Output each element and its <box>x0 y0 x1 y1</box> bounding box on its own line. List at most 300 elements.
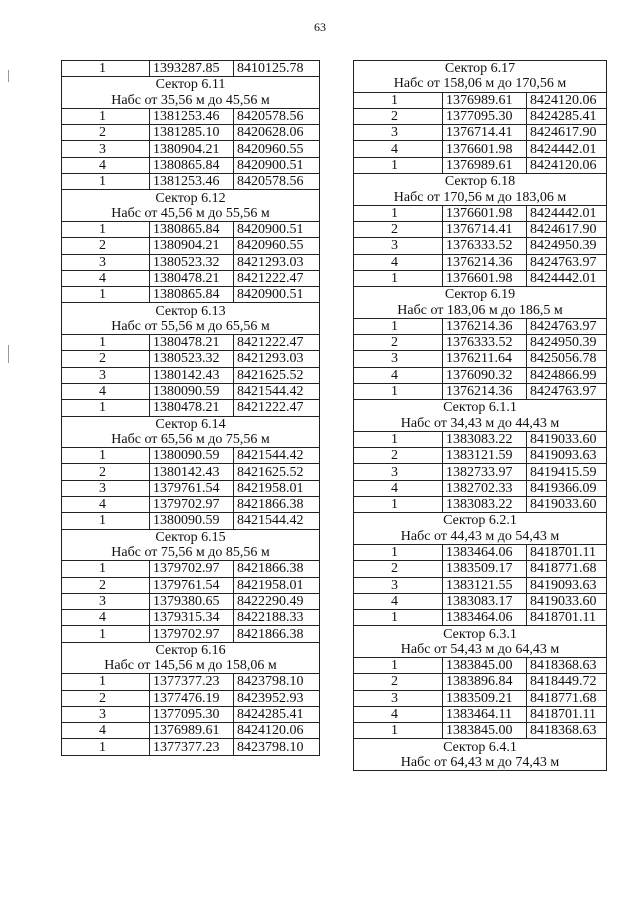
table-row <box>62 174 320 190</box>
coordinate-y: 8421544.42 <box>234 383 320 399</box>
sector-height-range: Набс от 145,56 м до 158,06 м <box>62 658 320 674</box>
coordinate-x: 1383121.59 <box>443 448 527 464</box>
coordinate-x: 1383509.17 <box>443 561 527 577</box>
point-number: 4 <box>354 706 443 722</box>
coordinate-x: 1379702.97 <box>150 626 234 642</box>
coordinate-y: 8424763.97 <box>527 383 607 399</box>
coordinate-y: 8424617.90 <box>527 125 607 141</box>
sector-title: Сектор 6.18 <box>354 174 607 190</box>
table-row <box>62 464 320 480</box>
point-number: 1 <box>354 318 443 334</box>
coordinate-y: 8421544.42 <box>234 448 320 464</box>
point-number: 2 <box>62 464 150 480</box>
coordinate-y: 8418368.63 <box>527 723 607 739</box>
coordinate-x: 1383464.06 <box>443 544 527 560</box>
coordinate-y: 8420578.56 <box>234 108 320 124</box>
table-row <box>354 254 607 270</box>
table-row <box>354 351 607 367</box>
coordinate-y: 8420960.55 <box>234 141 320 157</box>
table-row <box>354 561 607 577</box>
coordinate-y: 8418771.68 <box>527 690 607 706</box>
sector-title: Сектор 6.19 <box>354 287 607 303</box>
sector-range-row <box>62 319 320 335</box>
coordinate-y: 8419033.60 <box>527 593 607 609</box>
coordinate-x: 1380523.32 <box>150 254 234 270</box>
coordinate-x: 1379702.97 <box>150 497 234 513</box>
point-number: 1 <box>354 497 443 513</box>
point-number: 3 <box>354 464 443 480</box>
table-row <box>62 400 320 416</box>
coordinate-y: 8424950.39 <box>527 335 607 351</box>
coordinate-x: 1380478.21 <box>150 400 234 416</box>
coordinate-y: 8421222.47 <box>234 270 320 286</box>
point-number: 4 <box>354 593 443 609</box>
point-number: 4 <box>354 254 443 270</box>
point-number: 4 <box>62 383 150 399</box>
point-number: 4 <box>354 141 443 157</box>
point-number: 1 <box>354 92 443 108</box>
coordinate-y: 8419033.60 <box>527 497 607 513</box>
point-number: 1 <box>62 174 150 190</box>
table-row <box>62 125 320 141</box>
coordinate-x: 1376333.52 <box>443 238 527 254</box>
table-row <box>62 577 320 593</box>
sector-title-row <box>62 416 320 432</box>
table-row <box>62 383 320 399</box>
sector-height-range: Набс от 65,56 м до 75,56 м <box>62 432 320 448</box>
point-number: 1 <box>62 108 150 124</box>
coordinate-x: 1376333.52 <box>443 335 527 351</box>
coordinate-y: 8424763.97 <box>527 318 607 334</box>
sector-range-row <box>354 302 607 318</box>
sector-range-row <box>354 755 607 771</box>
coordinate-x: 1379761.54 <box>150 480 234 496</box>
coordinate-x: 1381253.46 <box>150 108 234 124</box>
coordinate-x: 1380090.59 <box>150 383 234 399</box>
coordinate-x: 1381285.10 <box>150 125 234 141</box>
table-row <box>354 383 607 399</box>
sector-height-range: Набс от 64,43 м до 74,43 м <box>354 755 607 771</box>
coordinate-x: 1380865.84 <box>150 287 234 303</box>
point-number: 2 <box>62 690 150 706</box>
sector-title-row <box>354 287 607 303</box>
point-number: 2 <box>354 561 443 577</box>
table-row <box>354 318 607 334</box>
coordinate-y: 8420900.51 <box>234 221 320 237</box>
coordinate-x: 1376714.41 <box>443 125 527 141</box>
point-number: 2 <box>354 674 443 690</box>
point-number: 3 <box>62 706 150 722</box>
coordinate-x: 1379315.34 <box>150 610 234 626</box>
coordinate-y: 8418368.63 <box>527 657 607 673</box>
sector-range-row <box>62 93 320 109</box>
coordinate-y: 8420578.56 <box>234 174 320 190</box>
coordinate-y: 8410125.78 <box>234 61 320 77</box>
coordinate-x: 1376714.41 <box>443 221 527 237</box>
table-row <box>62 593 320 609</box>
coordinate-y: 8421866.38 <box>234 626 320 642</box>
coordinate-y: 8419415.59 <box>527 464 607 480</box>
table-row <box>62 108 320 124</box>
coordinate-y: 8421958.01 <box>234 480 320 496</box>
coordinate-y: 8421866.38 <box>234 497 320 513</box>
table-row <box>354 92 607 108</box>
point-number: 3 <box>62 367 150 383</box>
table-row <box>354 577 607 593</box>
table-row <box>62 626 320 642</box>
coordinate-x: 1376601.98 <box>443 205 527 221</box>
sector-height-range: Набс от 34,43 м до 44,43 м <box>354 416 607 432</box>
sector-title: Сектор 6.11 <box>62 77 320 93</box>
table-row <box>354 221 607 237</box>
point-number: 1 <box>62 448 150 464</box>
coordinate-x: 1383083.17 <box>443 593 527 609</box>
table-row <box>354 690 607 706</box>
table-row <box>62 238 320 254</box>
point-number: 2 <box>354 108 443 124</box>
coordinate-y: 8419033.60 <box>527 431 607 447</box>
coordinate-y: 8422290.49 <box>234 593 320 609</box>
sector-title-row <box>62 190 320 206</box>
scan-edge-mark <box>8 345 9 363</box>
point-number: 3 <box>62 480 150 496</box>
coordinate-y: 8424763.97 <box>527 254 607 270</box>
point-number: 4 <box>354 480 443 496</box>
coordinate-y: 8421293.03 <box>234 254 320 270</box>
coordinate-x: 1376989.61 <box>443 92 527 108</box>
coordinate-y: 8419093.63 <box>527 577 607 593</box>
table-row <box>354 270 607 286</box>
table-row <box>354 141 607 157</box>
point-number: 3 <box>354 125 443 141</box>
coordinate-x: 1380904.21 <box>150 238 234 254</box>
sector-range-row <box>62 545 320 561</box>
sector-title-row <box>354 739 607 755</box>
coordinate-y: 8424442.01 <box>527 141 607 157</box>
point-number: 4 <box>354 367 443 383</box>
coordinate-x: 1376214.36 <box>443 383 527 399</box>
point-number: 2 <box>354 448 443 464</box>
table-row <box>354 108 607 124</box>
coordinate-x: 1376601.98 <box>443 270 527 286</box>
point-number: 1 <box>62 221 150 237</box>
point-number: 1 <box>62 513 150 529</box>
coordinate-x: 1382702.33 <box>443 480 527 496</box>
coordinates-table-right <box>353 60 606 771</box>
coordinate-y: 8424950.39 <box>527 238 607 254</box>
coordinate-x: 1380090.59 <box>150 513 234 529</box>
coordinate-x: 1383121.55 <box>443 577 527 593</box>
table-row <box>354 367 607 383</box>
table-row <box>62 221 320 237</box>
sector-height-range: Набс от 183,06 м до 186,5 м <box>354 302 607 318</box>
point-number: 1 <box>354 205 443 221</box>
coordinate-y: 8424866.99 <box>527 367 607 383</box>
coordinate-y: 8421866.38 <box>234 561 320 577</box>
point-number: 1 <box>62 400 150 416</box>
point-number: 1 <box>354 610 443 626</box>
sector-title: Сектор 6.13 <box>62 303 320 319</box>
coordinate-x: 1377095.30 <box>443 108 527 124</box>
coordinate-y: 8421625.52 <box>234 367 320 383</box>
table-row <box>62 610 320 626</box>
point-number: 1 <box>354 723 443 739</box>
point-number: 3 <box>354 238 443 254</box>
table-row <box>354 448 607 464</box>
point-number: 3 <box>354 690 443 706</box>
point-number: 2 <box>354 335 443 351</box>
coordinate-y: 8420900.51 <box>234 157 320 173</box>
coordinates-table-left <box>61 60 319 756</box>
sector-height-range: Набс от 44,43 м до 54,43 м <box>354 529 607 545</box>
sector-title-row <box>62 303 320 319</box>
coordinate-y: 8420900.51 <box>234 287 320 303</box>
point-number: 3 <box>62 141 150 157</box>
sector-range-row <box>354 642 607 658</box>
coordinate-x: 1376090.32 <box>443 367 527 383</box>
point-number: 3 <box>62 254 150 270</box>
coordinate-x: 1380142.43 <box>150 464 234 480</box>
point-number: 4 <box>62 270 150 286</box>
sector-title-row <box>62 642 320 658</box>
point-number: 1 <box>62 335 150 351</box>
coordinate-y: 8423952.93 <box>234 690 320 706</box>
coordinate-x: 1393287.85 <box>150 61 234 77</box>
sector-range-row <box>62 432 320 448</box>
point-number: 1 <box>62 626 150 642</box>
table-row <box>354 723 607 739</box>
point-number: 3 <box>354 577 443 593</box>
coordinate-y: 8424285.41 <box>527 108 607 124</box>
coordinate-x: 1380523.32 <box>150 351 234 367</box>
point-number: 1 <box>62 674 150 690</box>
coordinate-y: 8418701.11 <box>527 544 607 560</box>
sector-height-range: Набс от 158,06 м до 170,56 м <box>354 76 607 92</box>
point-number: 2 <box>62 577 150 593</box>
table-row <box>354 593 607 609</box>
coordinate-x: 1383464.06 <box>443 610 527 626</box>
point-number: 1 <box>62 561 150 577</box>
sector-title: Сектор 6.2.1 <box>354 513 607 529</box>
sector-range-row <box>354 529 607 545</box>
coordinate-x: 1380478.21 <box>150 335 234 351</box>
sector-height-range: Набс от 54,43 м до 64,43 м <box>354 642 607 658</box>
point-number: 2 <box>62 238 150 254</box>
table-row <box>354 205 607 221</box>
table-row <box>62 480 320 496</box>
coordinate-x: 1380904.21 <box>150 141 234 157</box>
coordinate-y: 8419093.63 <box>527 448 607 464</box>
coordinate-y: 8424442.01 <box>527 205 607 221</box>
sector-title: Сектор 6.17 <box>354 61 607 77</box>
coordinate-x: 1383464.11 <box>443 706 527 722</box>
table-row <box>62 513 320 529</box>
coordinate-x: 1377377.23 <box>150 674 234 690</box>
table-row <box>62 674 320 690</box>
sector-height-range: Набс от 55,56 м до 65,56 м <box>62 319 320 335</box>
coordinate-x: 1380865.84 <box>150 157 234 173</box>
sector-title-row <box>354 61 607 77</box>
page-number: 63 <box>314 20 326 34</box>
coordinate-y: 8421544.42 <box>234 513 320 529</box>
point-number: 1 <box>354 157 443 173</box>
scan-edge-mark <box>8 70 9 82</box>
table-row <box>62 367 320 383</box>
coordinate-x: 1383845.00 <box>443 723 527 739</box>
sector-title-row <box>62 77 320 93</box>
coordinate-x: 1376214.36 <box>443 254 527 270</box>
coordinate-y: 8418771.68 <box>527 561 607 577</box>
coordinate-y: 8424442.01 <box>527 270 607 286</box>
coordinate-y: 8420960.55 <box>234 238 320 254</box>
coordinate-y: 8419366.09 <box>527 480 607 496</box>
table-row <box>62 561 320 577</box>
point-number: 1 <box>354 431 443 447</box>
sector-height-range: Набс от 35,56 м до 45,56 м <box>62 93 320 109</box>
coordinate-y: 8418701.11 <box>527 610 607 626</box>
table-row <box>354 125 607 141</box>
coordinate-y: 8421958.01 <box>234 577 320 593</box>
coordinate-x: 1383845.00 <box>443 657 527 673</box>
table-row <box>354 497 607 513</box>
sector-title: Сектор 6.15 <box>62 529 320 545</box>
sector-range-row <box>62 206 320 222</box>
table-row <box>62 723 320 739</box>
point-number: 1 <box>62 287 150 303</box>
coordinate-y: 8422188.33 <box>234 610 320 626</box>
sector-height-range: Набс от 75,56 м до 85,56 м <box>62 545 320 561</box>
coordinate-x: 1376989.61 <box>443 157 527 173</box>
table-row <box>354 157 607 173</box>
table-row <box>354 480 607 496</box>
table-row <box>62 270 320 286</box>
point-number: 3 <box>354 351 443 367</box>
point-number: 2 <box>354 221 443 237</box>
point-number: 1 <box>354 657 443 673</box>
table-row <box>62 739 320 755</box>
sector-title: Сектор 6.4.1 <box>354 739 607 755</box>
coordinate-y: 8418701.11 <box>527 706 607 722</box>
coordinate-y: 8424285.41 <box>234 706 320 722</box>
table-row <box>354 431 607 447</box>
coordinate-y: 8424617.90 <box>527 221 607 237</box>
table-row <box>62 690 320 706</box>
sector-title-row <box>354 513 607 529</box>
table-row <box>62 448 320 464</box>
coordinate-x: 1376214.36 <box>443 318 527 334</box>
sector-title-row <box>354 400 607 416</box>
coordinate-x: 1377377.23 <box>150 739 234 755</box>
table-row <box>62 497 320 513</box>
sector-range-row <box>354 189 607 205</box>
coordinate-y: 8421293.03 <box>234 351 320 367</box>
table-row <box>354 706 607 722</box>
sector-range-row <box>62 658 320 674</box>
table-row <box>354 610 607 626</box>
point-number: 4 <box>62 723 150 739</box>
sector-range-row <box>354 416 607 432</box>
coordinate-y: 8423798.10 <box>234 674 320 690</box>
coordinate-x: 1376601.98 <box>443 141 527 157</box>
point-number: 4 <box>62 497 150 513</box>
coordinate-y: 8421222.47 <box>234 400 320 416</box>
coordinate-x: 1376989.61 <box>150 723 234 739</box>
coordinate-x: 1379380.65 <box>150 593 234 609</box>
coordinate-x: 1376211.64 <box>443 351 527 367</box>
coordinate-x: 1377476.19 <box>150 690 234 706</box>
table-row <box>62 351 320 367</box>
coordinate-x: 1383083.22 <box>443 497 527 513</box>
table-row <box>62 157 320 173</box>
coordinate-y: 8423798.10 <box>234 739 320 755</box>
table-row <box>62 335 320 351</box>
coordinate-x: 1380142.43 <box>150 367 234 383</box>
coordinate-x: 1381253.46 <box>150 174 234 190</box>
coordinate-x: 1380478.21 <box>150 270 234 286</box>
point-number: 1 <box>354 270 443 286</box>
coordinate-y: 8424120.06 <box>527 157 607 173</box>
sector-title-row <box>354 626 607 642</box>
coordinate-y: 8424120.06 <box>234 723 320 739</box>
table-row <box>354 657 607 673</box>
coordinate-y: 8425056.78 <box>527 351 607 367</box>
point-number: 1 <box>354 544 443 560</box>
coordinate-x: 1377095.30 <box>150 706 234 722</box>
table-row <box>62 61 320 77</box>
table-row <box>354 674 607 690</box>
sector-title: Сектор 6.16 <box>62 642 320 658</box>
sector-title: Сектор 6.14 <box>62 416 320 432</box>
point-number: 3 <box>62 593 150 609</box>
sector-title: Сектор 6.3.1 <box>354 626 607 642</box>
point-number: 2 <box>62 351 150 367</box>
coordinate-x: 1379702.97 <box>150 561 234 577</box>
point-number: 1 <box>62 739 150 755</box>
sector-title-row <box>354 174 607 190</box>
coordinate-x: 1379761.54 <box>150 577 234 593</box>
coordinate-x: 1380865.84 <box>150 221 234 237</box>
table-row <box>62 254 320 270</box>
sector-title-row <box>62 529 320 545</box>
table-row <box>62 141 320 157</box>
sector-title: Сектор 6.1.1 <box>354 400 607 416</box>
coordinate-y: 8418449.72 <box>527 674 607 690</box>
coordinate-y: 8424120.06 <box>527 92 607 108</box>
sector-height-range: Набс от 170,56 м до 183,06 м <box>354 189 607 205</box>
point-number: 1 <box>354 383 443 399</box>
coordinate-y: 8421625.52 <box>234 464 320 480</box>
sector-height-range: Набс от 45,56 м до 55,56 м <box>62 206 320 222</box>
point-number: 4 <box>62 157 150 173</box>
coordinate-x: 1380090.59 <box>150 448 234 464</box>
point-number: 2 <box>62 125 150 141</box>
coordinate-y: 8421222.47 <box>234 335 320 351</box>
table-row <box>354 544 607 560</box>
point-number: 1 <box>62 61 150 77</box>
table-row <box>354 335 607 351</box>
coordinate-x: 1382733.97 <box>443 464 527 480</box>
coordinate-y: 8420628.06 <box>234 125 320 141</box>
table-row <box>62 706 320 722</box>
sector-title: Сектор 6.12 <box>62 190 320 206</box>
coordinate-x: 1383083.22 <box>443 431 527 447</box>
coordinate-x: 1383896.84 <box>443 674 527 690</box>
point-number: 4 <box>62 610 150 626</box>
sector-range-row <box>354 76 607 92</box>
table-row <box>354 238 607 254</box>
table-row <box>354 464 607 480</box>
table-row <box>62 287 320 303</box>
